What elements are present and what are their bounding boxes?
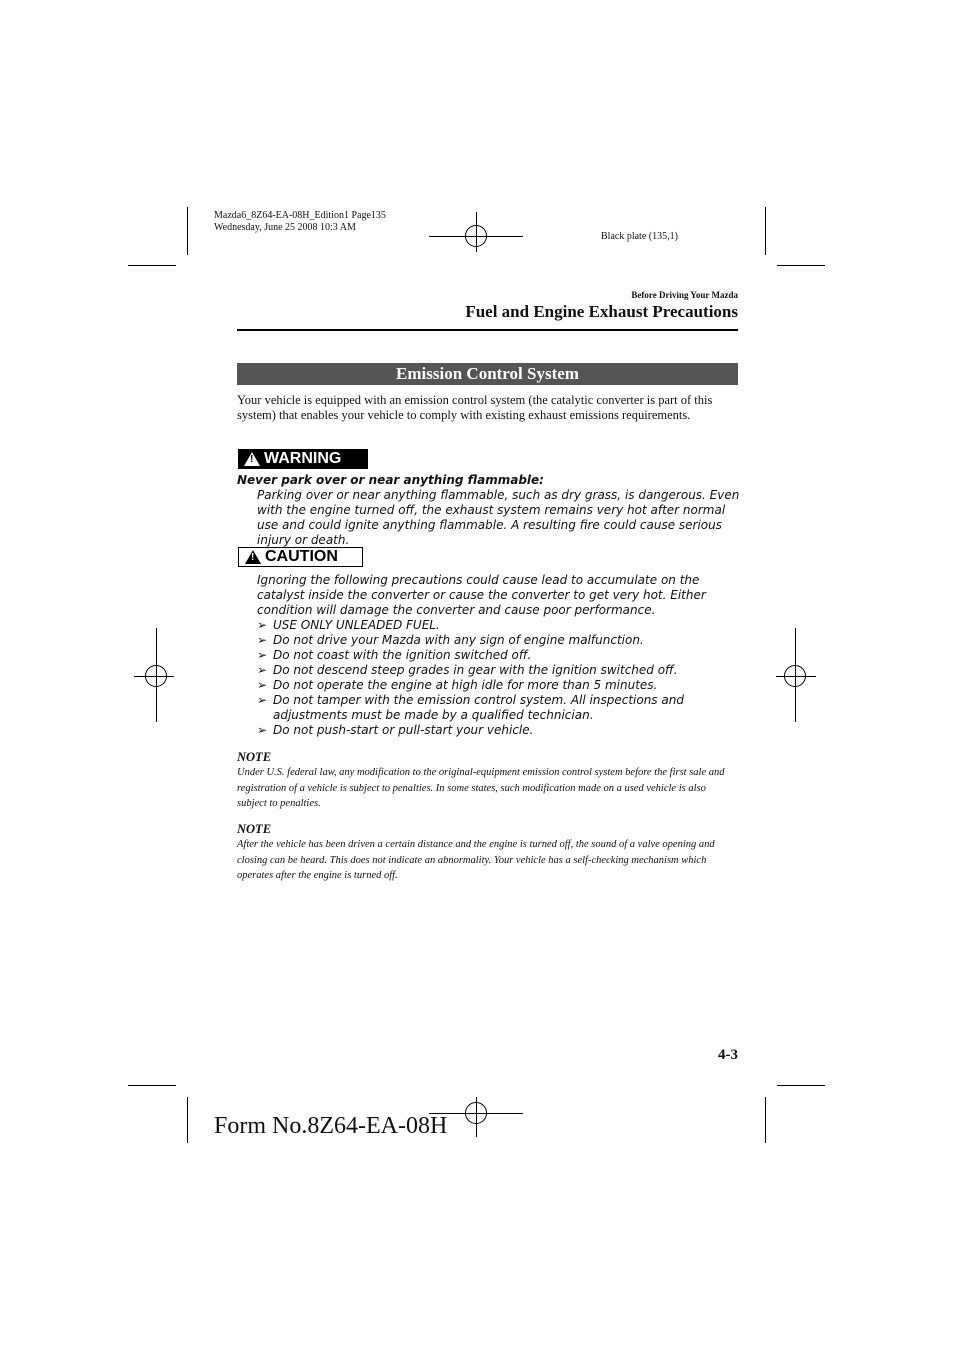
warning-icon: [244, 452, 260, 466]
target-circle: [145, 665, 167, 687]
target-circle: [465, 225, 487, 247]
crop-mark: [777, 1085, 825, 1086]
warning-text: Parking over or near anything flammable, such as dry grass, is dangerous. Even with the engine turned off, the exhaust system remains very hot after normal use and could ignite anything flammable. A resulting fire could cause serious injury or death.: [257, 488, 740, 547]
arrow-bullet-icon: ➢: [257, 678, 268, 692]
note-text: After the vehicle has been driven a certain distance and the engine is turned off, the sound of a valve opening and closing can be heard. This does not indicate an abnormality. Your vehicle has a self-checking mechanism which operates after the engine is turned off.: [237, 839, 715, 881]
list-item-text: Do not tamper with the emission control system. All inspections and adjustments must be made by a qualified technician.: [273, 693, 684, 722]
crop-mark: [128, 265, 176, 266]
running-head: Before Driving Your Mazda: [631, 290, 738, 300]
list-item: [257, 648, 741, 663]
list-item: [257, 663, 741, 678]
list-item-text: USE ONLY UNLEADED FUEL.: [273, 618, 440, 632]
list-item-text: Do not drive your Mazda with any sign of engine malfunction.: [273, 633, 644, 647]
arrow-bullet-icon: ➢: [257, 648, 268, 662]
list-item: [257, 633, 741, 648]
intro-paragraph: Your vehicle is equipped with an emission control system (the catalytic converter is part of this system) that enables your vehicle to comply with existing exhaust emissions requirements.: [237, 393, 713, 422]
note-title: NOTE: [237, 822, 272, 836]
page-number: 4-3: [718, 1047, 738, 1063]
topic-banner: Emission Control System: [237, 363, 738, 385]
arrow-bullet-icon: ➢: [257, 663, 268, 677]
arrow-bullet-icon: ➢: [257, 633, 268, 647]
note-title: NOTE: [237, 750, 272, 764]
arrow-bullet-icon: ➢: [257, 618, 268, 632]
warning-label-text: WARNING: [264, 450, 342, 467]
arrow-bullet-icon: ➢: [257, 723, 268, 737]
section-rule: [237, 329, 738, 331]
target-circle: [784, 665, 806, 687]
caution-label-text: CAUTION: [265, 548, 338, 565]
crop-mark: [765, 1097, 766, 1143]
warning-label: [238, 449, 368, 469]
list-item: [257, 618, 741, 633]
section-title: Fuel and Engine Exhaust Precautions: [465, 302, 738, 321]
list-item-text: Do not push-start or pull-start your vehicle.: [273, 723, 534, 737]
target-circle: [465, 1102, 487, 1124]
caution-list: [257, 618, 741, 738]
caution-icon: [245, 550, 261, 564]
note-block: [237, 822, 737, 884]
print-meta-line2: Wednesday, June 25 2008 10:3 AM: [214, 222, 356, 233]
list-item: [257, 678, 741, 693]
caution-label: [238, 547, 363, 567]
warning-heading: Never park over or near anything flammable:: [237, 473, 544, 487]
crop-mark: [765, 207, 766, 255]
list-item-text: Do not operate the engine at high idle for more than 5 minutes.: [273, 678, 658, 692]
crop-mark: [128, 1085, 176, 1086]
print-meta-line1: Mazda6_8Z64-EA-08H_Edition1 Page135: [214, 210, 386, 221]
crop-mark: [187, 207, 188, 255]
list-item: [257, 693, 741, 723]
print-metadata: [214, 210, 386, 234]
note-block: [237, 750, 737, 812]
list-item: [257, 723, 741, 738]
plate-label: Black plate (135,1): [601, 231, 678, 242]
note-text: Under U.S. federal law, any modification to the original-equipment emission control system before the first sale and registration of a vehicle is subject to penalties. In some states, such modification made on a used vehicle is also subject to penalties.: [237, 767, 725, 809]
list-item-text: Do not descend steep grades in gear with the ignition switched off.: [273, 663, 678, 677]
arrow-bullet-icon: ➢: [257, 693, 268, 707]
form-number: Form No.8Z64-EA-08H: [214, 1113, 448, 1139]
caution-text: Ignoring the following precautions could cause lead to accumulate on the catalyst inside the converter or cause the converter to get very hot. Either condition will damage the converter and cause poor performance.: [257, 573, 706, 617]
list-item-text: Do not coast with the ignition switched off.: [273, 648, 532, 662]
crop-mark: [187, 1097, 188, 1143]
crop-mark: [777, 265, 825, 266]
